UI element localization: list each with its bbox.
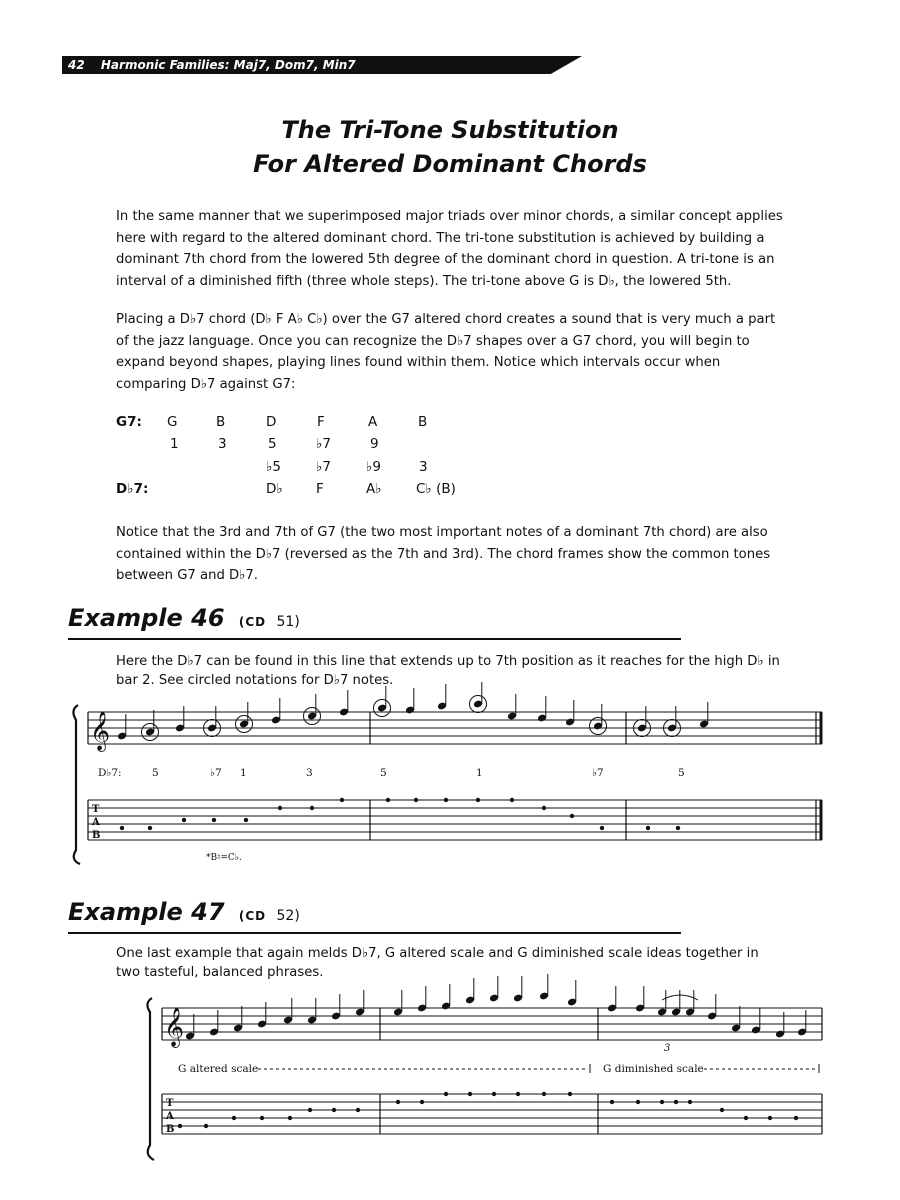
tab-fret-mark [568,1092,572,1096]
second-paragraph: Placing a D♭7 chord (D♭ F A♭ C♭) over the G7 altered chord creates a sound that is very much a part of the jazz language. Once you can recognize the D♭7 shapes over a G7 chord, you will begin to expand beyond shapes, playing lines found within them. Notice which intervals occur when comparing D♭7 against G7: [116,312,776,392]
g7-degree: ♭7 [316,436,331,452]
g7-row-label: G7: [116,414,142,430]
tab-clef-icon: A [166,1111,174,1122]
tab-fret-mark [794,1116,798,1120]
tab-fret-mark [414,798,418,802]
tab-fret-mark [720,1108,724,1112]
tab-clef-icon: B [92,830,101,841]
g7-note: B [216,414,226,430]
db7-note: A♭ [366,481,382,497]
interval-label: 5 [152,767,159,779]
tab-staff-lines [88,800,822,840]
section-title: Harmonic Families: Maj7, Dom7, Min7 [100,58,356,72]
tab-fret-mark [768,1116,772,1120]
tab-fret-mark [510,798,514,802]
example-47-notes [185,974,807,1040]
tab-fret-mark [542,806,546,810]
g7-degree: 5 [268,436,277,452]
example-46-intro: Here the D♭7 can be found in this line that extends up to 7th position as it reaches for the high D♭ in bar 2. See circled notations for D♭7 notes. [116,654,780,688]
tab-fret-mark [178,1124,182,1128]
example-47-intro: One last example that again melds D♭7, G altered scale and G diminished scale ideas together in two tasteful, balanced phrases. [116,946,759,980]
page-title-line-2: For Altered Dominant Chords [253,150,647,178]
tab-fret-mark [396,1100,400,1104]
tab-fret-mark [244,818,248,822]
tab-fret-mark [340,798,344,802]
chord-label: D♭7: [98,767,122,779]
treble-clef-icon: 𝄞 [164,1007,185,1047]
tab-fret-mark [600,826,604,830]
example-46-tab-numbers [120,798,680,830]
altered-scale-label: G altered scale [178,1063,259,1075]
third-paragraph: Notice that the 3rd and 7th of G7 (the two most important notes of a dominant 7th chord) are also contained within the D♭7 (reversed as the 7th and 3rd). The chord frames show the common tones between G7 and D♭7. [116,525,771,583]
system-bracket [73,705,80,864]
cd-track-number: 52) [276,908,300,924]
footnote: *B♮=C♭. [206,853,242,863]
interval-label: 1 [476,767,483,779]
diminished-scale-label: G diminished scale [603,1063,704,1075]
tab-fret-mark [492,1092,496,1096]
tab-fret-mark [332,1108,336,1112]
interval-label: 3 [306,767,313,779]
barlines [88,712,821,840]
tab-fret-mark [674,1100,678,1104]
tab-fret-mark [570,814,574,818]
cd-open-paren: ( [238,615,246,629]
db7-degree: ♭7 [316,459,331,475]
tab-fret-mark [444,1092,448,1096]
tab-fret-mark [212,818,216,822]
tab-fret-mark [260,1116,264,1120]
interval-label: ♭7 [592,767,604,779]
example-47-rule [68,932,681,934]
example-46-notes [117,682,709,741]
example-47-title: Example 47 [68,898,225,926]
tab-staff-lines [162,1094,822,1134]
triplet-mark: 3 [664,1043,671,1054]
tab-fret-mark [688,1100,692,1104]
example-46-title: Example 46 [68,604,225,632]
tab-fret-mark [278,806,282,810]
tab-fret-mark [636,1100,640,1104]
tab-fret-mark [120,826,124,830]
g7-note: G [167,414,178,430]
tab-fret-mark [148,826,152,830]
g7-note: F [317,414,325,430]
tab-fret-mark [182,818,186,822]
tab-fret-mark [660,1100,664,1104]
tab-clef-icon: T [92,804,100,815]
db7-row-label: D♭7: [116,481,149,497]
page-number: 42 [68,58,85,72]
staff-lines [88,712,822,744]
tab-fret-mark [646,826,650,830]
tab-fret-mark [356,1108,360,1112]
tab-fret-mark [542,1092,546,1096]
tab-fret-mark [516,1092,520,1096]
cd-track-number: 51) [276,614,300,630]
db7-note: D♭ [266,481,283,497]
tab-clef-icon: T [166,1098,174,1109]
tab-fret-mark [476,798,480,802]
cd-label: CD [245,615,267,629]
db7-degree: ♭5 [266,459,281,475]
tab-fret-mark [288,1116,292,1120]
tab-fret-mark [386,798,390,802]
interval-label: 5 [380,767,387,779]
page-title-line-1: The Tri-Tone Substitution [281,116,619,144]
g7-note: D [266,414,277,430]
system-bracket [147,998,154,1160]
tab-fret-mark [308,1108,312,1112]
interval-label: ♭7 [210,767,222,779]
g7-degree: 9 [370,436,379,452]
cd-label: CD [245,909,267,923]
example-47-heading [68,898,300,926]
tab-fret-mark [744,1116,748,1120]
example-46-system [73,682,822,864]
tab-fret-mark [204,1124,208,1128]
db7-degree: ♭9 [366,459,381,475]
interval-label: 5 [678,767,685,779]
tab-clef-icon: B [166,1124,175,1135]
cd-open-paren: ( [238,909,246,923]
tab-fret-mark [444,798,448,802]
g7-note: A [368,414,378,430]
tab-fret-mark [468,1092,472,1096]
db7-note: C♭ (B) [416,481,456,497]
tab-fret-mark [610,1100,614,1104]
treble-clef-icon: 𝄞 [90,711,111,751]
intro-paragraph: In the same manner that we superimposed major triads over minor chords, a similar concept applies here with regard to the altered dominant chord. The tri-tone substitution is achieved by building a dominant 7th chord from the lowered 5th degree of the dominant chord in question. A tri-tone is an interval of a diminished fifth (three whole steps). The tri-tone above G is D♭, the lowered 5th. [116,209,783,289]
tab-fret-mark [310,806,314,810]
g7-degree: 3 [218,436,227,452]
interval-label: 1 [240,767,247,779]
g7-note: B [418,414,428,430]
db7-note: F [316,481,324,497]
g7-degree: 1 [170,436,179,452]
tab-fret-mark [676,826,680,830]
tab-fret-mark [420,1100,424,1104]
db7-degree: 3 [419,459,428,475]
tab-clef-icon: A [92,817,100,828]
tab-fret-mark [232,1116,236,1120]
